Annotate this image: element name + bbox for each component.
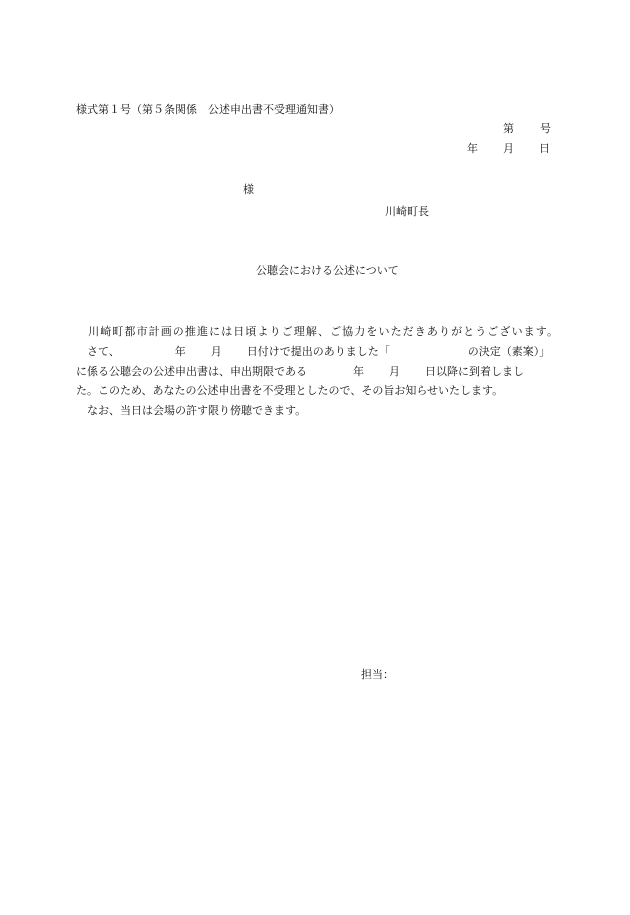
document-number (503, 122, 551, 136)
body-paragraph-3 (76, 404, 558, 418)
contact-label: 担当： (361, 668, 394, 681)
date-day: 日 (539, 142, 550, 155)
document-number-prefix: 第 (503, 122, 514, 135)
body-p2-intro: さて、 (87, 345, 120, 358)
body-paragraph-2-line-1 (76, 345, 558, 359)
body-p2-decision: の決定（素案）」 (467, 345, 551, 358)
body-p2-year: 年 (174, 345, 186, 358)
sender-name: 川崎町長 (385, 205, 429, 218)
body-paragraph-2-line-2 (76, 365, 558, 379)
body-p2-deadline-year: 年 (353, 365, 364, 378)
body-p2-regarding: に係る公聴会の公述申出書は、申出期限である (76, 365, 307, 378)
body-p2-deadline-month: 月 (389, 365, 400, 378)
document-number-suffix: 号 (540, 122, 551, 135)
body-paragraph-1-text: 川崎町都市計画の推進には日頃よりご理解、ご協力をいただきありがとうございます。 (87, 325, 558, 338)
body-p2-month: 月 (210, 345, 222, 358)
document-title: 公聴会における公述について (256, 264, 399, 277)
form-label: 様式第１号（第５条関係 公述申出書不受理通知書） (76, 103, 340, 116)
body-paragraph-1 (76, 325, 558, 339)
date-month: 月 (503, 142, 514, 155)
date-year: 年 (467, 142, 478, 155)
body-p2-arrived: 日以降に到着しまし (425, 365, 524, 378)
body-paragraph-3-text: なお、当日は会場の許す限り傍聴できます。 (87, 404, 307, 417)
body-p2-submitted: 日付けで提出のありました「 (246, 345, 390, 358)
document-date (467, 142, 550, 156)
body-paragraph-2-line-3: た。このため、あなたの公述申出書を不受理としたので、その旨お知らせいたします。 (76, 384, 504, 397)
addressee-suffix: 様 (243, 183, 254, 196)
